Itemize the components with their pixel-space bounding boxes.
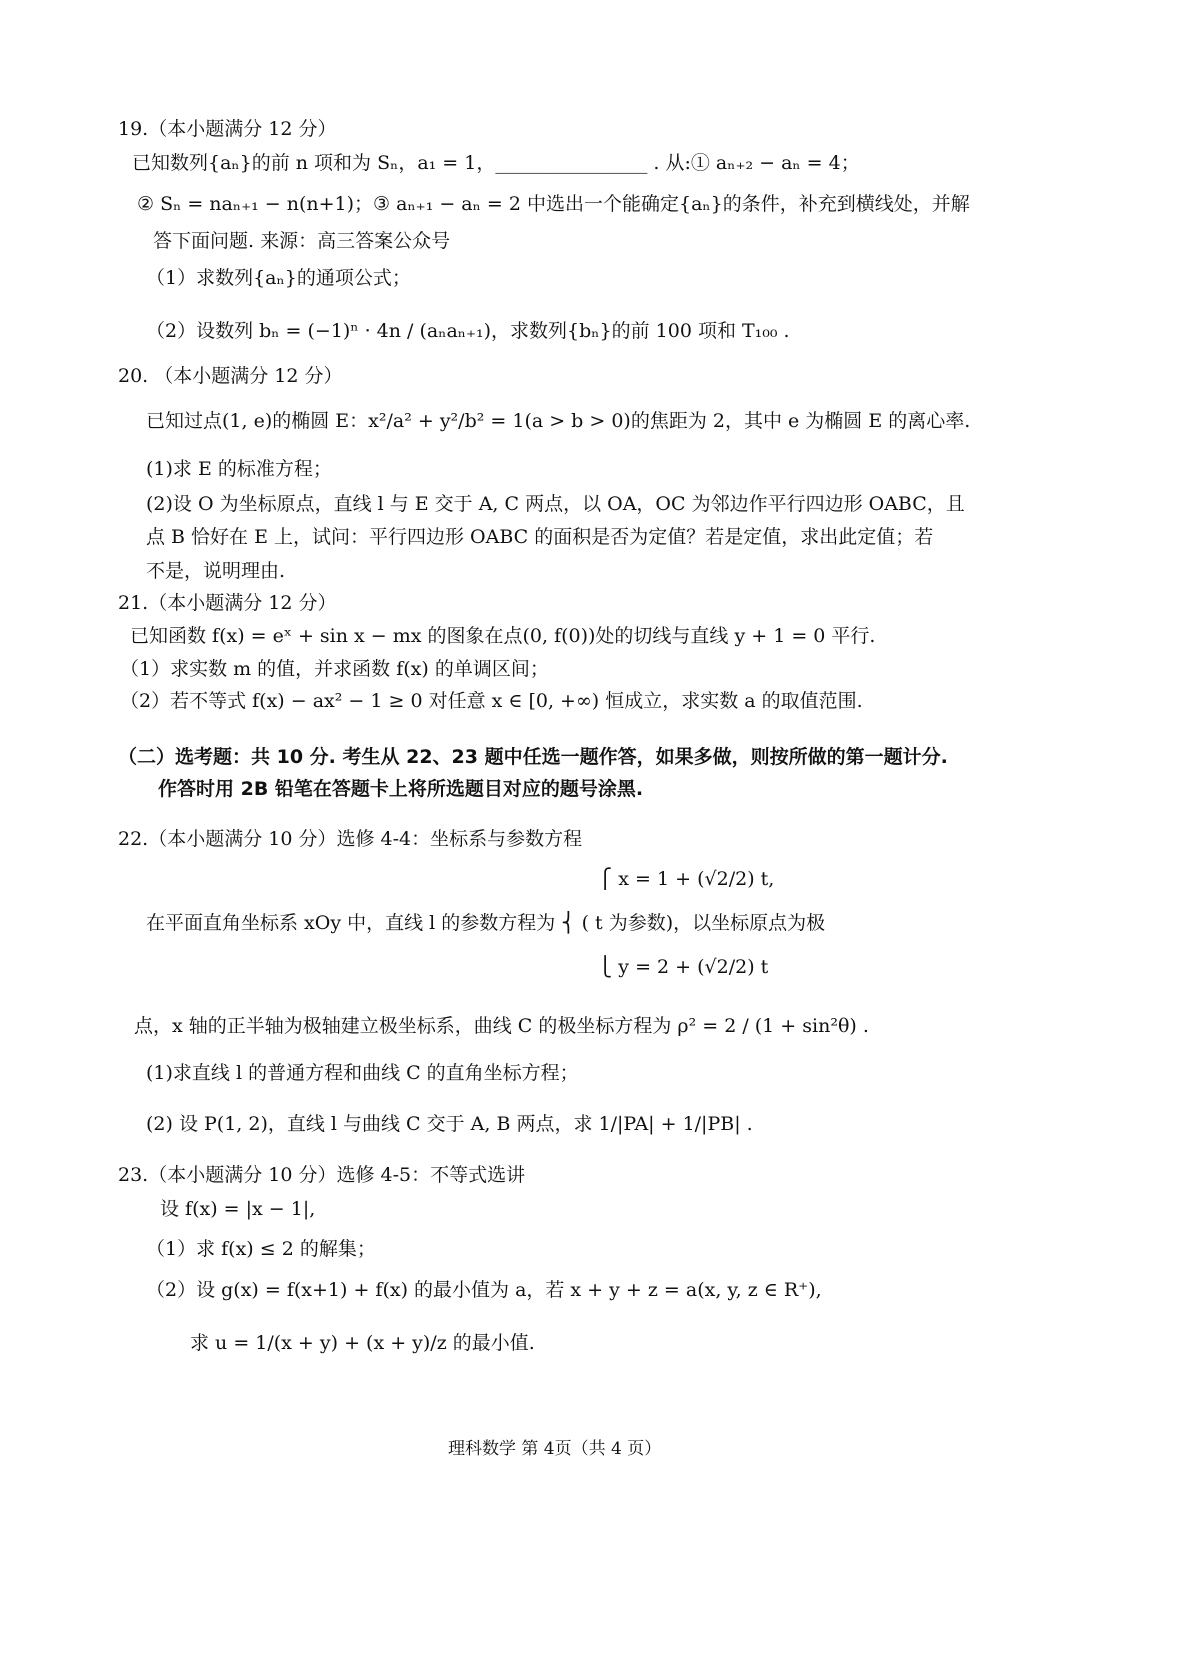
problem-20-text: 已知过点(1, e)的椭圆 E：x²/a² + y²/b² = 1(a > b > 0)的焦距为 2，其中 e 为椭圆 E 的离心率. xyxy=(146,410,971,432)
problem-19-header: 19.（本小题满分 12 分） xyxy=(118,118,337,140)
problem-22-question-1: (1)求直线 l 的普通方程和曲线 C 的直角坐标方程； xyxy=(146,1062,579,1084)
problem-20-question-2: 不是，说明理由. xyxy=(146,560,286,582)
problem-22-header: 22.（本小题满分 10 分）选修 4-4：坐标系与参数方程 xyxy=(118,828,583,850)
problem-20-header: 20. （本小题满分 12 分） xyxy=(118,365,343,387)
problem-19-text: ② Sₙ = naₙ₊₁ − n(n+1)；③ aₙ₊₁ − aₙ = 2 中选出一个能确定{aₙ}的条件，补充到横线处，并解 xyxy=(137,193,970,215)
problem-23-question-2: （2）设 g(x) = f(x+1) + f(x) 的最小值为 a，若 x + y + z = a(x, y, z ∈ R⁺), xyxy=(146,1279,822,1301)
problem-23-text: 设 f(x) = |x − 1|, xyxy=(160,1198,316,1220)
problem-20-question-1: (1)求 E 的标准方程； xyxy=(146,458,332,480)
problem-22-question-2: (2) 设 P(1, 2)，直线 l 与曲线 C 交于 A, B 两点，求 1/|PA| + 1/|PB| . xyxy=(146,1113,753,1135)
parametric-equation: ⎧ x = 1 + (√2/2) t, xyxy=(598,868,775,890)
problem-23-header: 23.（本小题满分 10 分）选修 4-5：不等式选讲 xyxy=(118,1164,526,1186)
problem-19-text: 已知数列{aₙ}的前 n 项和为 Sₙ，a₁ = 1，________________ . 从:① aₙ₊₂ − aₙ = 4； xyxy=(132,152,860,174)
problem-19-question-1: （1）求数列{aₙ}的通项公式； xyxy=(146,267,411,289)
problem-22-text: 在平面直角坐标系 xOy 中，直线 l 的参数方程为 ⎨ ( t 为参数)，以坐标原点为极 xyxy=(146,912,826,934)
problem-23-question-1: （1）求 f(x) ≤ 2 的解集； xyxy=(146,1238,376,1260)
problem-21-question-2: （2）若不等式 f(x) − ax² − 1 ≥ 0 对任意 x ∈ [0, +∞) 恒成立，求实数 a 的取值范围. xyxy=(120,690,863,712)
section-heading: （二）选考题：共 10 分. 考生从 22、23 题中任选一题作答，如果多做，则按所做的第一题计分. xyxy=(118,746,948,768)
problem-20-question-2: 点 B 恰好在 E 上，试问：平行四边形 OABC 的面积是否为定值？若是定值，求出此定值；若 xyxy=(146,526,934,548)
problem-20-question-2: (2)设 O 为坐标原点，直线 l 与 E 交于 A, C 两点，以 OA，OC 为邻边作平行四边形 OABC，且 xyxy=(146,493,965,515)
section-heading: 作答时用 2B 铅笔在答题卡上将所选题目对应的题号涂黑. xyxy=(158,778,644,800)
problem-21-header: 21.（本小题满分 12 分） xyxy=(118,592,337,614)
parametric-equation: ⎩ y = 2 + (√2/2) t xyxy=(598,956,769,978)
problem-21-question-1: （1）求实数 m 的值，并求函数 f(x) 的单调区间； xyxy=(120,658,549,680)
page-footer: 理科数学 第 4页（共 4 页） xyxy=(448,1439,662,1459)
problem-19-text: 答下面问题. 来源：高三答案公众号 xyxy=(153,230,451,252)
problem-19-question-2: （2）设数列 bₙ = (−1)ⁿ · 4n / (aₙaₙ₊₁)，求数列{bₙ}的前 100 项和 T₁₀₀ . xyxy=(146,320,790,342)
problem-21-text: 已知函数 f(x) = eˣ + sin x − mx 的图象在点(0, f(0))处的切线与直线 y + 1 = 0 平行. xyxy=(130,625,876,647)
problem-22-text: 点，x 轴的正半轴为极轴建立极坐标系，曲线 C 的极坐标方程为 ρ² = 2 / (1 + sin²θ) . xyxy=(134,1015,869,1037)
problem-23-question-2: 求 u = 1/(x + y) + (x + y)/z 的最小值. xyxy=(190,1332,535,1354)
